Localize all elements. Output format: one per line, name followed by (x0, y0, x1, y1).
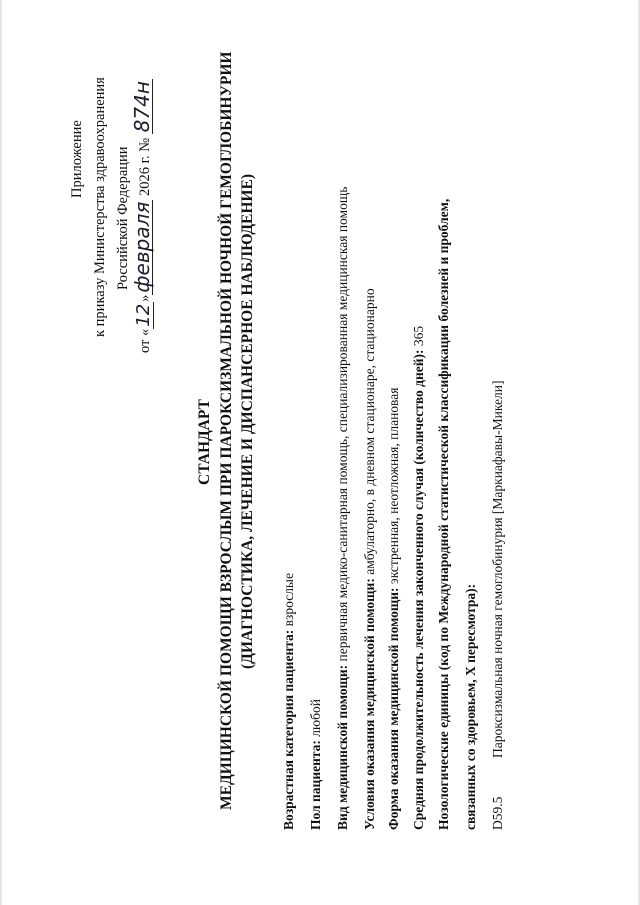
standard-title: МЕДИЦИНСКОЙ ПОМОЩИ ВЗРОСЛЫМ ПРИ ПАРОКСИЗМАЛЬНОЙ НОЧНОЙ ГЕМОГЛОБИНУРИИ (218, 51, 235, 810)
date-year: 2026 г. № (137, 137, 153, 196)
field-value: первичная медико-санитарная помощь, специализированная медицинская помощь (335, 186, 350, 662)
field-care-type (336, 187, 350, 830)
diagnosis-row (491, 381, 505, 831)
date-prefix: от « (137, 328, 153, 353)
order-date-line (132, 79, 154, 353)
field-value: взрослые (281, 573, 296, 627)
standard-subtitle: (ДИАГНОСТИКА, ЛЕЧЕНИЕ И ДИСПАНСЕРНОЕ НАБЛЮДЕНИЕ) (239, 174, 256, 669)
field-label: Условия оказания медицинской помощи: (362, 578, 377, 830)
handwritten-month: февраля (130, 201, 154, 293)
diagnosis-name: Пароксизмальная ночная гемоглобинурия [Маркиафавы-Микели] (490, 380, 505, 758)
order-reference: к приказу Министерства здравоохранения (92, 77, 108, 337)
field-label: Возрастная категория пациента: (281, 629, 296, 830)
field-label: Пол пациента: (308, 740, 323, 830)
icd-code: D59.5 (490, 796, 505, 830)
handwritten-day: 12 (133, 303, 154, 327)
field-gender (309, 699, 323, 830)
standard-heading: СТАНДАРТ (196, 399, 213, 485)
field-treatment-duration (412, 326, 426, 830)
field-age-category (282, 573, 296, 830)
nosology-heading-cont: связанных со здоровьем, X пересмотра): (463, 583, 478, 830)
field-value: амбулаторно, в дневном стационаре, стационарно (362, 288, 377, 575)
field-label: Форма оказания медицинской помощи: (386, 587, 401, 830)
appendix-label: Приложение (69, 120, 85, 198)
field-label: Вид медицинской помощи: (335, 664, 350, 830)
nosology-heading: Нозологические единицы (код по Международной статистической классификации болезней и проблем, (436, 198, 451, 830)
ministry-country: Российской Федерации (115, 146, 131, 290)
field-label: Средняя продолжительность лечения законченного случая (количество дней): (411, 349, 426, 830)
field-value: экстренная, неотложная, плановая (386, 387, 401, 585)
field-care-conditions (363, 288, 377, 830)
field-value: 365 (411, 325, 426, 347)
field-care-form (387, 388, 401, 830)
date-quote: » (137, 294, 153, 302)
handwritten-order-number: 874н (130, 81, 154, 133)
field-value: любой (308, 699, 323, 737)
